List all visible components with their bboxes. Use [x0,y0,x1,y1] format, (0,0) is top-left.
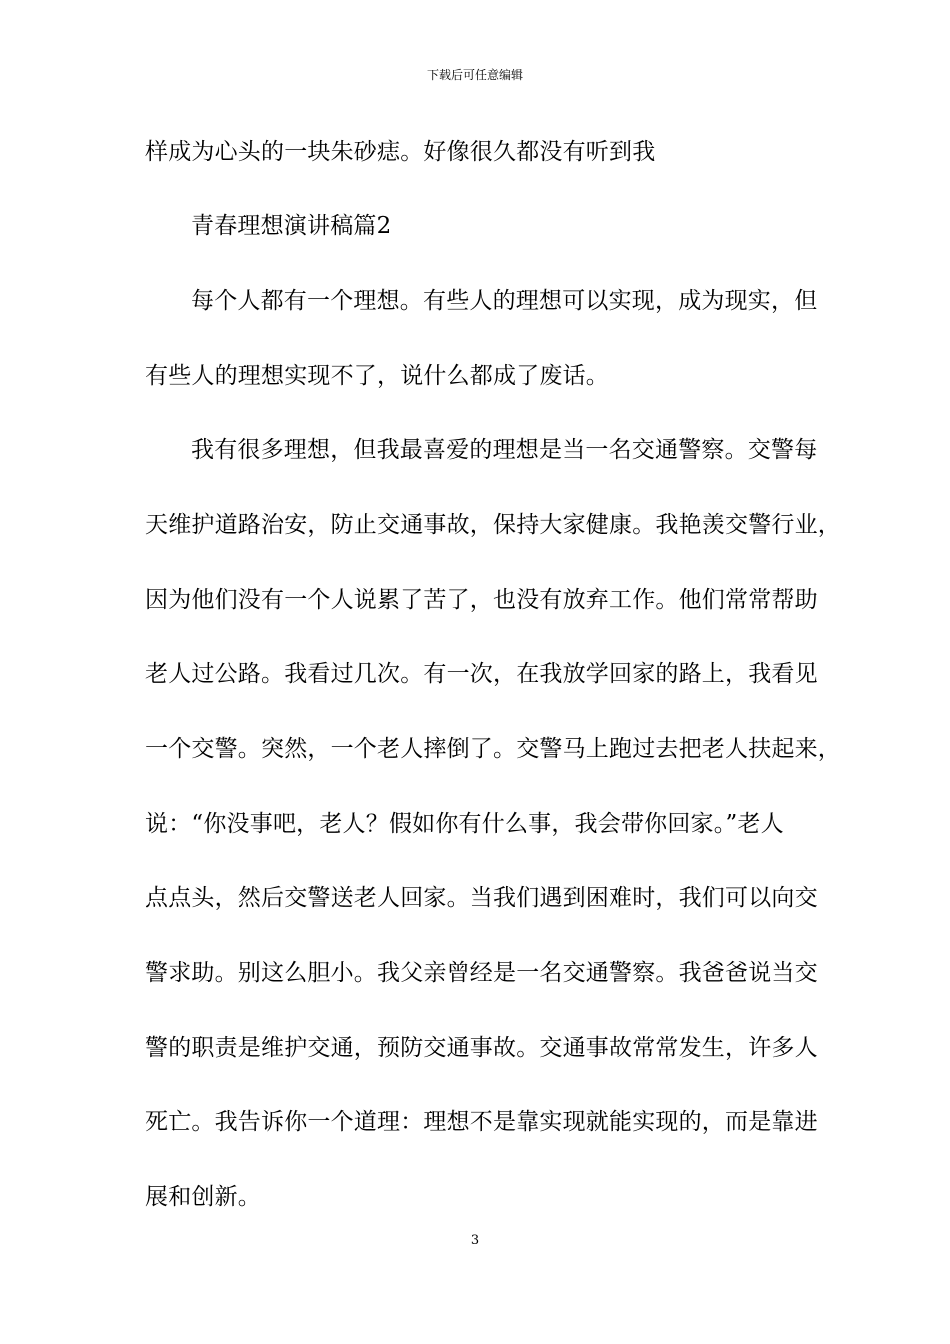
text-line: 说：“你没事吧，老人？假如你有什么事，我会带你回家。”老人 [145,811,784,837]
text-line: 一个交警。突然，一个老人摔倒了。交警马上跑过去把老人扶起来， [145,736,841,762]
text-line: 因为他们没有一个人说累了苦了，也没有放弃工作。他们常常帮助 [145,587,818,613]
text-line: 我有很多理想，但我最喜爱的理想是当一名交通警察。交警每 [191,437,818,463]
text-line: 老人过公路。我看过几次。有一次，在我放学回家的路上，我看见 [145,661,818,687]
text-line: 展和创新。 [145,1184,261,1210]
section-heading: 青春理想演讲稿篇2 [191,213,392,239]
page-header: 下载后可任意编辑 [426,68,523,82]
text-line: 每个人都有一个理想。有些人的理想可以实现，成为现实，但 [191,288,818,314]
text-line: 警的职责是维护交通，预防交通事故。交通事故常常发生，许多人 [145,1035,818,1061]
text-line: 点点头，然后交警送老人回家。当我们遇到困难时，我们可以向交 [145,885,818,911]
text-line: 天维护道路治安，防止交通事故，保持大家健康。我艳羡交警行业， [145,512,841,538]
text-line: 死亡。我告诉你一个道理：理想不是靠实现就能实现的，而是靠进 [145,1109,818,1135]
text-line: 警求助。别这么胆小。我父亲曾经是一名交通警察。我爸爸说当交 [145,960,818,986]
page-number: 3 [470,1233,480,1248]
text-line: 有些人的理想实现不了，说什么都成了废话。 [145,363,609,389]
text-line: 样成为心头的一块朱砂痣。好像很久都没有听到我 [145,139,656,165]
